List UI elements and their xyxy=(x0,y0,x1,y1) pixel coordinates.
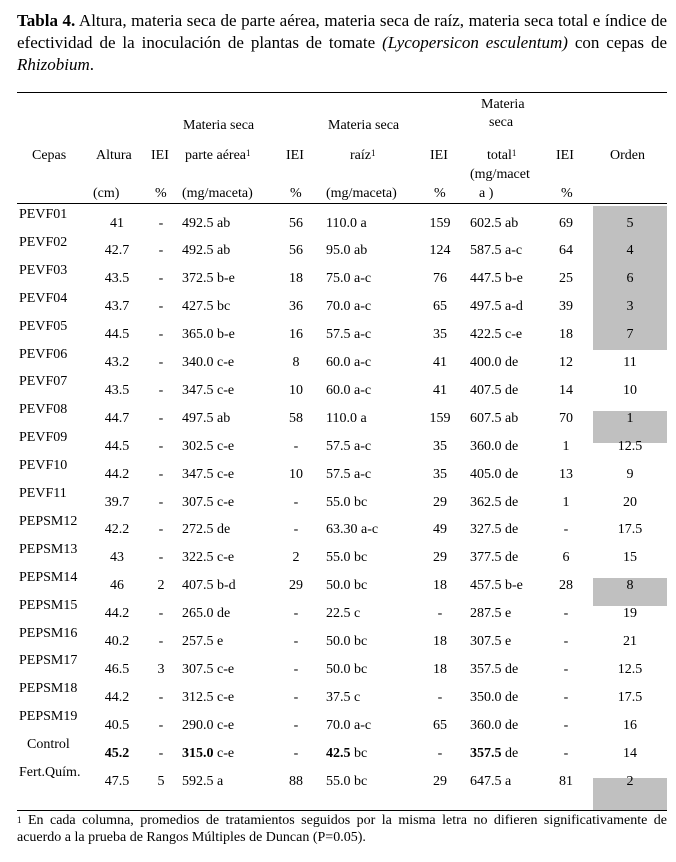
cell-materia-seca-total-value: 357.5 xyxy=(470,745,502,761)
cell-materia-seca-raiz: 57.5 a-c xyxy=(326,466,372,482)
cell-iei-2: - xyxy=(293,606,299,622)
cell-cepa: PEPSM15 xyxy=(19,597,78,613)
cell-iei-2: 10 xyxy=(289,466,303,482)
cell-iei-3: 76 xyxy=(433,271,447,287)
cell-iei-3: 35 xyxy=(433,327,447,343)
cell-iei-1: - xyxy=(158,745,164,761)
header-total-line1: Materia xyxy=(481,97,525,112)
cell-materia-seca-aerea: 427.5 bc xyxy=(182,299,231,315)
cell-iei-2: 36 xyxy=(289,299,303,315)
cell-materia-seca-total: 362.5 de xyxy=(470,494,519,510)
table-row xyxy=(0,429,676,457)
table-row xyxy=(0,401,676,429)
cell-iei-4: - xyxy=(563,634,569,649)
top-rule xyxy=(17,92,667,93)
cell-iei-1: - xyxy=(158,355,164,370)
caption-genus: Rhizobium xyxy=(17,55,90,74)
cell-cepa: PEVF10 xyxy=(19,458,68,474)
cell-iei-2: - xyxy=(293,661,299,677)
cell-iei-2: 29 xyxy=(289,578,303,594)
header-iei-2: IEI xyxy=(286,148,304,163)
cell-iei-1: - xyxy=(158,606,164,622)
cell-iei-4: 39 xyxy=(559,299,573,315)
cell-iei-3: 124 xyxy=(429,243,451,259)
cell-materia-seca-aerea: 272.5 de xyxy=(182,522,231,538)
cell-orden: 5 xyxy=(626,215,634,231)
cell-materia-seca-raiz: 70.0 a-c xyxy=(326,717,372,733)
cell-materia-seca-aerea: 492.5 ab xyxy=(182,243,231,259)
cell-altura: 44.5 xyxy=(104,438,130,454)
cell-cepa: PEPSM13 xyxy=(19,541,78,557)
bottom-rule xyxy=(17,810,667,811)
header-orden: Orden xyxy=(610,148,645,163)
cell-iei-3: 18 xyxy=(433,634,447,649)
cell-altura: 43.5 xyxy=(104,382,130,398)
cell-iei-2: 56 xyxy=(289,215,303,231)
cell-orden: 16 xyxy=(623,717,637,733)
cell-iei-1: - xyxy=(158,550,164,566)
cell-orden: 21 xyxy=(623,634,637,649)
table-row xyxy=(0,234,676,262)
cell-altura: 43 xyxy=(110,550,124,566)
cell-iei-1: 2 xyxy=(157,578,165,594)
cell-materia-seca-total: 327.5 de xyxy=(470,522,519,538)
cell-materia-seca-total: 287.5 e xyxy=(470,606,512,622)
header-total-unit-1: (mg/macet xyxy=(470,167,530,182)
cell-iei-3: 29 xyxy=(433,550,447,566)
footnote-text: En cada columna, promedios de tratamientos seguidos por la misma letra no difieren significativamente de acuerdo a la prueba de Rangos Múltiples de Duncan (P=0.05). xyxy=(17,813,667,845)
cell-cepa: PEVF03 xyxy=(19,262,68,278)
cell-materia-seca-total: 405.0 de xyxy=(470,466,519,482)
table-footnote xyxy=(17,812,667,846)
cell-altura: 44.2 xyxy=(104,606,130,622)
cell-iei-2: - xyxy=(293,634,299,649)
cell-cepa: PEPSM17 xyxy=(19,653,78,669)
cell-iei-4: - xyxy=(563,522,569,538)
cell-materia-seca-total: 377.5 de xyxy=(470,550,519,566)
cell-iei-4: 14 xyxy=(559,382,573,398)
cell-materia-seca-raiz: 50.0 bc xyxy=(326,661,368,677)
cell-altura: 42.2 xyxy=(104,522,130,538)
cell-cepa: PEVF02 xyxy=(19,234,68,250)
header-aerea-unit: (mg/maceta) xyxy=(182,186,253,201)
cell-iei-4: - xyxy=(563,661,569,677)
cell-orden: 2 xyxy=(626,773,634,789)
cell-cepa: PEVF04 xyxy=(19,290,68,306)
caption-end: . xyxy=(89,55,94,74)
cell-materia-seca-total: 602.5 ab xyxy=(470,215,519,231)
cell-materia-seca-raiz: 63.30 a-c xyxy=(326,522,379,538)
cell-materia-seca-aerea: 307.5 c-e xyxy=(182,494,235,510)
cell-iei-3: 49 xyxy=(433,522,447,538)
table-row xyxy=(0,318,676,346)
table-row xyxy=(0,262,676,290)
cell-iei-3: - xyxy=(437,745,443,761)
table-row xyxy=(0,541,676,569)
cell-iei-2: 88 xyxy=(289,773,303,789)
cell-materia-seca-aerea: 372.5 b-e xyxy=(182,271,235,287)
cell-iei-2: - xyxy=(293,689,299,705)
cell-materia-seca-aerea-letter: c-e xyxy=(217,745,235,761)
cell-cepa: PEVF08 xyxy=(19,402,68,418)
cell-materia-seca-raiz: 50.0 bc xyxy=(326,634,368,649)
header-rule xyxy=(17,203,667,204)
cell-materia-seca-aerea-value: 315.0 xyxy=(182,745,214,761)
cell-iei-2: 8 xyxy=(292,355,300,370)
cell-altura: 42.7 xyxy=(104,243,130,259)
cell-materia-seca-raiz: 22.5 c xyxy=(326,606,361,622)
cell-iei-2: 18 xyxy=(289,271,303,287)
cell-materia-seca-aerea: 290.0 c-e xyxy=(182,717,235,733)
table-row xyxy=(0,457,676,485)
cell-orden: 17.5 xyxy=(617,522,643,538)
cell-orden: 6 xyxy=(626,271,634,287)
cell-materia-seca-raiz: 75.0 a-c xyxy=(326,271,372,287)
cell-altura: 43.2 xyxy=(104,355,130,370)
header-aerea-line1: Materia seca xyxy=(183,118,255,133)
cell-iei-1: - xyxy=(158,382,164,398)
cell-materia-seca-aerea: 265.0 de xyxy=(182,606,231,622)
cell-materia-seca-aerea: 322.5 c-e xyxy=(182,550,235,566)
cell-iei-2: - xyxy=(293,717,299,733)
cell-altura: 45.2 xyxy=(104,745,130,761)
cell-materia-seca-raiz: 50.0 bc xyxy=(326,578,368,594)
cell-orden: 12.5 xyxy=(617,438,643,454)
cell-iei-4: 69 xyxy=(559,215,573,231)
cell-iei-1: - xyxy=(158,466,164,482)
cell-materia-seca-aerea: 340.0 c-e xyxy=(182,355,235,370)
cell-iei-3: 35 xyxy=(433,438,447,454)
cell-materia-seca-raiz: 110.0 a xyxy=(326,410,367,426)
cell-iei-4: - xyxy=(563,689,569,705)
table-row xyxy=(0,708,676,736)
header-iei-1-unit: % xyxy=(155,186,167,201)
cell-materia-seca-total: 447.5 b-e xyxy=(470,271,523,287)
header-iei-2-unit: % xyxy=(290,186,302,201)
header-altura-unit: (cm) xyxy=(93,186,120,201)
cell-iei-3: 18 xyxy=(433,661,447,677)
cell-materia-seca-aerea: 312.5 c-e xyxy=(182,689,235,705)
caption-text: Altura, materia seca de parte aérea, materia seca de raíz, materia seca total e índice de efectividad de la inoculación de plantas de tomate xyxy=(17,11,668,52)
cell-cepa: PEVF05 xyxy=(19,318,68,334)
cell-orden: 1 xyxy=(626,410,634,426)
table-row xyxy=(0,764,676,792)
cell-altura: 41 xyxy=(110,215,124,231)
cell-materia-seca-total: 307.5 e xyxy=(470,634,512,649)
cell-materia-seca-aerea xyxy=(182,745,234,762)
cell-cepa: PEPSM14 xyxy=(19,569,78,585)
cell-iei-4: 1 xyxy=(562,438,570,454)
table-row xyxy=(0,290,676,318)
header-raiz-unit: (mg/maceta) xyxy=(326,186,397,201)
header-total-unit-2: a ) xyxy=(479,186,494,201)
cell-materia-seca-raiz: 57.5 a-c xyxy=(326,438,372,454)
cell-materia-seca-raiz: 57.5 a-c xyxy=(326,327,372,343)
cell-iei-4: 6 xyxy=(562,550,570,566)
cell-materia-seca-total: 407.5 de xyxy=(470,382,519,398)
cell-materia-seca-aerea: 257.5 e xyxy=(182,634,224,649)
table-row xyxy=(0,513,676,541)
cell-iei-3: 65 xyxy=(433,299,447,315)
cell-iei-1: - xyxy=(158,494,164,510)
cell-materia-seca-aerea: 407.5 b-d xyxy=(182,578,236,594)
cell-iei-3: 29 xyxy=(433,773,447,789)
cell-iei-4: 64 xyxy=(559,243,573,259)
cell-materia-seca-raiz xyxy=(326,745,367,762)
table-row xyxy=(0,680,676,708)
cell-iei-1: - xyxy=(158,689,164,705)
cell-iei-4: 1 xyxy=(562,494,570,510)
cell-iei-1: - xyxy=(158,522,164,538)
table-row xyxy=(0,373,676,401)
cell-materia-seca-raiz-letter: bc xyxy=(354,745,368,761)
cell-materia-seca-raiz-value: 42.5 xyxy=(326,745,351,761)
cell-materia-seca-total: 400.0 de xyxy=(470,355,519,370)
header-total-line2: seca xyxy=(489,115,514,130)
cell-iei-2: 10 xyxy=(289,382,303,398)
cell-altura: 44.5 xyxy=(104,327,130,343)
cell-materia-seca-total: 607.5 ab xyxy=(470,410,519,426)
cell-iei-3: 41 xyxy=(433,355,447,370)
cell-orden: 8 xyxy=(626,578,634,594)
cell-orden: 14 xyxy=(623,745,637,761)
cell-altura: 47.5 xyxy=(104,773,130,789)
cell-iei-1: - xyxy=(158,271,164,287)
cell-iei-4: - xyxy=(563,606,569,622)
cell-materia-seca-total: 360.0 de xyxy=(470,717,519,733)
cell-materia-seca-raiz: 55.0 bc xyxy=(326,550,368,566)
cell-iei-3: 41 xyxy=(433,382,447,398)
cell-iei-4: - xyxy=(563,717,569,733)
cell-altura: 46 xyxy=(110,578,124,594)
cell-iei-2: - xyxy=(293,438,299,454)
table-row xyxy=(0,652,676,680)
cell-altura: 46.5 xyxy=(104,661,130,677)
cell-materia-seca-raiz: 60.0 a-c xyxy=(326,355,372,370)
cell-iei-1: - xyxy=(158,243,164,259)
cell-iei-3: 18 xyxy=(433,578,447,594)
cell-iei-2: 16 xyxy=(289,327,303,343)
header-total-line3: total$^1$ xyxy=(487,148,517,163)
cell-orden: 4 xyxy=(626,243,634,259)
header-iei-1: IEI xyxy=(151,148,169,163)
cell-altura: 44.2 xyxy=(104,466,130,482)
caption-label: Tabla 4. xyxy=(17,11,76,30)
cell-materia-seca-total: 357.5 de xyxy=(470,661,519,677)
cell-materia-seca-raiz: 95.0 ab xyxy=(326,243,368,259)
cell-cepa: Control xyxy=(27,737,70,753)
cell-materia-seca-total: 422.5 c-e xyxy=(470,327,523,343)
caption-species: (Lycopersicon esculentum) xyxy=(382,33,568,52)
header-iei-3: IEI xyxy=(430,148,448,163)
cell-materia-seca-raiz: 55.0 bc xyxy=(326,773,368,789)
cell-iei-4: 28 xyxy=(559,578,573,594)
cell-iei-3: 29 xyxy=(433,494,447,510)
cell-materia-seca-raiz: 60.0 a-c xyxy=(326,382,372,398)
cell-orden: 9 xyxy=(626,466,634,482)
cell-iei-4: 12 xyxy=(559,355,573,370)
cell-cepa: PEVF11 xyxy=(19,486,67,501)
cell-orden: 15 xyxy=(623,550,637,566)
cell-altura: 40.5 xyxy=(104,717,130,733)
cell-cepa: PEVF07 xyxy=(19,374,68,390)
cell-altura: 44.7 xyxy=(104,410,130,426)
cell-materia-seca-raiz: 70.0 a-c xyxy=(326,299,372,315)
cell-iei-1: - xyxy=(158,327,164,343)
cell-cepa: PEVF09 xyxy=(19,430,68,446)
cell-altura: 44.2 xyxy=(104,689,130,705)
table-row xyxy=(0,206,676,234)
cell-materia-seca-total: 360.0 de xyxy=(470,438,519,454)
cell-iei-1: - xyxy=(158,215,164,231)
cell-orden: 12.5 xyxy=(617,661,643,677)
header-iei-4-unit: % xyxy=(561,186,573,201)
cell-iei-2: - xyxy=(293,522,299,538)
cell-orden: 19 xyxy=(623,606,637,622)
header-iei-4: IEI xyxy=(556,148,574,163)
cell-iei-4: 70 xyxy=(559,410,573,426)
cell-materia-seca-aerea: 497.5 ab xyxy=(182,410,231,426)
cell-iei-2: 58 xyxy=(289,410,303,426)
cell-materia-seca-aerea: 347.5 c-e xyxy=(182,466,235,482)
header-raiz-line1: Materia seca xyxy=(328,118,400,133)
cell-iei-1: - xyxy=(158,438,164,454)
table-row xyxy=(0,625,676,653)
cell-materia-seca-total: 457.5 b-e xyxy=(470,578,523,594)
table-row xyxy=(0,485,676,513)
header-aerea-line2: parte aérea$^1$ xyxy=(185,148,251,163)
cell-orden: 10 xyxy=(623,382,637,398)
table-row xyxy=(0,569,676,597)
cell-materia-seca-aerea: 365.0 b-e xyxy=(182,327,235,343)
cell-materia-seca-total xyxy=(470,745,518,762)
cell-iei-1: - xyxy=(158,299,164,315)
cell-cepa: PEVF06 xyxy=(19,346,68,362)
cell-altura: 43.7 xyxy=(104,299,130,315)
cell-iei-1: 3 xyxy=(157,661,165,677)
cell-cepa: PEPSM16 xyxy=(19,625,78,641)
cell-cepa: PEPSM12 xyxy=(19,513,78,529)
cell-materia-seca-aerea: 307.5 c-e xyxy=(182,661,235,677)
cell-altura: 40.2 xyxy=(104,634,130,649)
cell-iei-1: - xyxy=(158,634,164,649)
cell-orden: 17.5 xyxy=(617,689,643,705)
cell-cepa: PEVF01 xyxy=(19,207,68,222)
header-iei-3-unit: % xyxy=(434,186,446,201)
cell-iei-4: 13 xyxy=(559,466,573,482)
table-caption xyxy=(17,10,667,76)
cell-iei-3: 159 xyxy=(429,410,451,426)
cell-iei-4: 18 xyxy=(559,327,573,343)
cell-cepa: PEPSM19 xyxy=(19,709,78,725)
cell-iei-4: 25 xyxy=(559,271,573,287)
cell-materia-seca-aerea: 302.5 c-e xyxy=(182,438,235,454)
cell-materia-seca-raiz: 37.5 c xyxy=(326,689,361,705)
cell-iei-3: - xyxy=(437,606,443,622)
cell-iei-2: 56 xyxy=(289,243,303,259)
cell-materia-seca-total-letter: de xyxy=(505,745,519,761)
cell-iei-1: - xyxy=(158,410,164,426)
cell-iei-3: - xyxy=(437,689,443,705)
header-altura: Altura xyxy=(96,148,132,163)
cell-materia-seca-total: 647.5 a xyxy=(470,773,512,789)
cell-materia-seca-total: 497.5 a-d xyxy=(470,299,523,315)
cell-materia-seca-aerea: 347.5 c-e xyxy=(182,382,235,398)
cell-orden: 3 xyxy=(626,299,634,315)
cell-iei-2: 2 xyxy=(292,550,300,566)
header-cepas: Cepas xyxy=(32,148,67,163)
cell-iei-3: 159 xyxy=(429,215,451,231)
cell-materia-seca-total: 350.0 de xyxy=(470,689,519,705)
cell-orden: 11 xyxy=(623,355,637,370)
cell-altura: 43.5 xyxy=(104,271,130,287)
cell-iei-4: - xyxy=(563,745,569,761)
table-row xyxy=(0,597,676,625)
cell-materia-seca-raiz: 110.0 a xyxy=(326,215,367,231)
cell-iei-1: - xyxy=(158,717,164,733)
cell-iei-1: 5 xyxy=(157,773,165,789)
cell-materia-seca-aerea: 592.5 a xyxy=(182,773,224,789)
cell-orden: 20 xyxy=(623,494,637,510)
table-row xyxy=(0,736,676,764)
header-raiz-line2: raíz$^1$ xyxy=(350,148,376,163)
cell-materia-seca-aerea: 492.5 ab xyxy=(182,215,231,231)
cell-materia-seca-total: 587.5 a-c xyxy=(470,243,523,259)
cell-orden: 7 xyxy=(626,327,634,343)
cell-cepa: PEPSM18 xyxy=(19,681,78,697)
cell-materia-seca-raiz: 55.0 bc xyxy=(326,494,368,510)
cell-altura: 39.7 xyxy=(104,494,130,510)
cell-cepa: Fert.Quím. xyxy=(19,765,81,780)
cell-iei-3: 35 xyxy=(433,466,447,482)
cell-iei-4: 81 xyxy=(559,773,573,789)
cell-iei-2: - xyxy=(293,745,299,761)
footnote-marker: 1 xyxy=(17,815,22,825)
cell-iei-3: 65 xyxy=(433,717,447,733)
cell-iei-2: - xyxy=(293,494,299,510)
caption-middle: con cepas de xyxy=(574,33,668,52)
table-row xyxy=(0,346,676,374)
